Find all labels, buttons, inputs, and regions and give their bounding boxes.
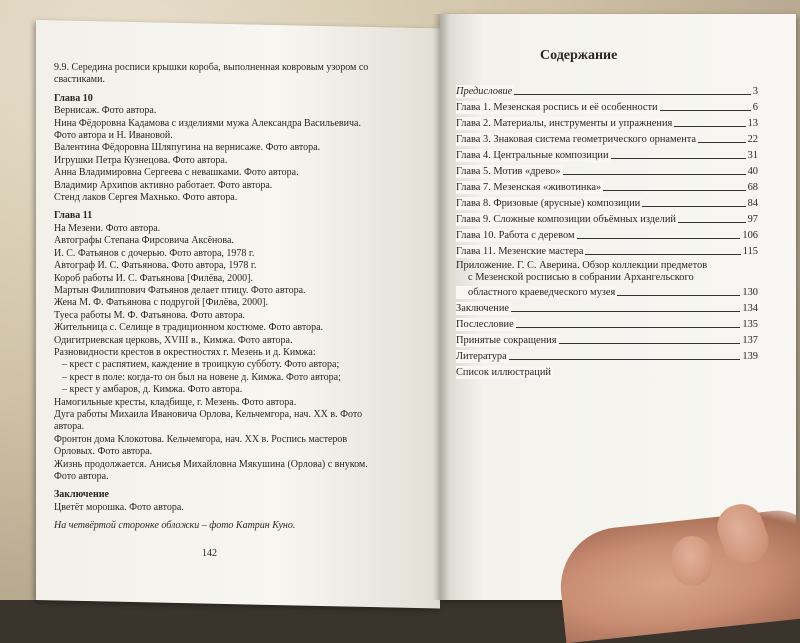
list-item: Дуга работы Михаила Ивановича Орлова, Кельчемгора, нач. XX в. Фото автора.: [54, 408, 363, 433]
toc-entry: Глава 5. Мотив «древо» 40: [456, 166, 758, 177]
list-item: Цветёт морошка. Фото автора.: [54, 501, 184, 513]
chapter-10-heading: Глава 10: [54, 92, 93, 104]
toc-entry: Послесловие 135: [456, 319, 758, 330]
book-gutter: [432, 14, 450, 600]
list-item: Вернисаж. Фото автора.: [54, 105, 157, 117]
list-item: Игрушки Петра Кузнецова. Фото автора.: [54, 154, 228, 166]
list-item: Фото автора и Н. Ивановой.: [54, 130, 173, 142]
list-item: Жена М. Ф. Фатьянова с подругой [Филёва, 2000].: [54, 297, 268, 309]
list-item: Автограф И. С. Фатьянова. Фото автора, 1978 г.: [54, 260, 257, 272]
page-number: 142: [202, 548, 217, 559]
list-item: И. С. Фатьянов с дочерью. Фото автора, 1978 г.: [54, 247, 255, 259]
toc-entry: Глава 11. Мезенские мастера 115: [456, 246, 758, 257]
chapter-11-heading: Глава 11: [54, 210, 93, 222]
toc-entry: Глава 3. Знаковая система геометрического орнамента 22: [456, 134, 758, 145]
toc-appendix: Приложение. Г. С. Аверина. Обзор коллекции предметов с Мезенской росписью в собрании Архангельского: [456, 260, 708, 283]
caption-9-9: 9.9. Середина росписи крышки короба, выполненная ковровым узором со свастиками.: [54, 62, 369, 86]
illustration-list: [54, 62, 384, 533]
list-item: – крест у амбаров, д. Кимжа. Фото автора.: [62, 384, 243, 396]
table-of-contents: [456, 82, 758, 379]
list-item: Жительница с. Селище в традиционном костюме. Фото автора.: [54, 322, 324, 334]
toc-entry: Глава 4. Центральные композиции 31: [456, 150, 758, 161]
list-item: Короб работы И. С. Фатьянова [Филёва, 2000].: [54, 272, 253, 284]
cover-note: На четвёртой сторонке обложки – фото Катрин Куно.: [54, 520, 296, 532]
list-item: Валентина Фёдоровна Шляпугина на вернисаже. Фото автора.: [54, 142, 321, 154]
toc-title: Содержание: [540, 48, 618, 63]
conclusion-heading: Заключение: [54, 489, 109, 501]
toc-entry: Глава 7. Мезенская «животинка» 68: [456, 182, 758, 193]
toc-entry: Глава 10. Работа с деревом 106: [456, 230, 758, 241]
list-item: Фронтон дома Клокотова. Кельчемгора, нач. XX в. Роспись мастеров Орловых. Фото автора.: [54, 433, 348, 458]
list-item: На Мезени. Фото автора.: [54, 222, 161, 234]
toc-entry: Глава 8. Фризовые (ярусные) композиции 84: [456, 198, 758, 209]
list-item: Жизнь продолжается. Анисья Михайловна Мякушина (Орлова) с внуком. Фото автора.: [54, 458, 368, 482]
list-item: – крест с распятием, каждение в троицкую субботу. Фото автора;: [62, 359, 340, 371]
toc-entry: Глава 2. Материалы, инструменты и упражнения 13: [456, 118, 758, 129]
toc-entry: Литература 139: [456, 351, 758, 362]
toc-entry: Заключение 134: [456, 303, 758, 314]
list-item: Анна Владимировна Сергеева с невашками. Фото автора.: [54, 167, 299, 179]
list-item: Владимир Архипов активно работает. Фото автора.: [54, 179, 273, 191]
toc-entry: Предисловие 3: [456, 86, 758, 97]
finger: [672, 536, 712, 586]
toc-entry: областного краеведческого музея 130: [456, 284, 758, 299]
toc-entry: Список иллюстраций: [456, 367, 551, 378]
toc-entry: Глава 1. Мезенская роспись и её особенности 6: [456, 102, 758, 113]
toc-entry: Глава 9. Сложные композиции объёмных изделий 97: [456, 214, 758, 225]
list-item: Намогильные кресты, кладбище, г. Мезень. Фото автора.: [54, 396, 297, 408]
list-item: Одигитриевская церковь, XVIII в., Кимжа. Фото автора.: [54, 334, 293, 346]
toc-entry: Принятые сокращения 137: [456, 335, 758, 346]
list-item: Стенд лаков Сергея Махнько. Фото автора.: [54, 192, 238, 204]
list-item: Мартын Филиппович Фатьянов делает птицу. Фото автора.: [54, 284, 306, 296]
list-item: Нина Фёдоровна Кадамова с изделиями мужа Александра Васильевича.: [54, 117, 361, 129]
list-item: Туеса работы М. Ф. Фатьянова. Фото автора.: [54, 309, 246, 321]
list-item: Разновидности крестов в окрестностях г. Мезень и д. Кимжа:: [54, 346, 316, 358]
list-item: Автографы Степана Фирсовича Аксёнова.: [54, 235, 234, 247]
list-item: – крест в поле: когда-то он был на новене д. Кимжа. Фото автора;: [62, 371, 341, 383]
